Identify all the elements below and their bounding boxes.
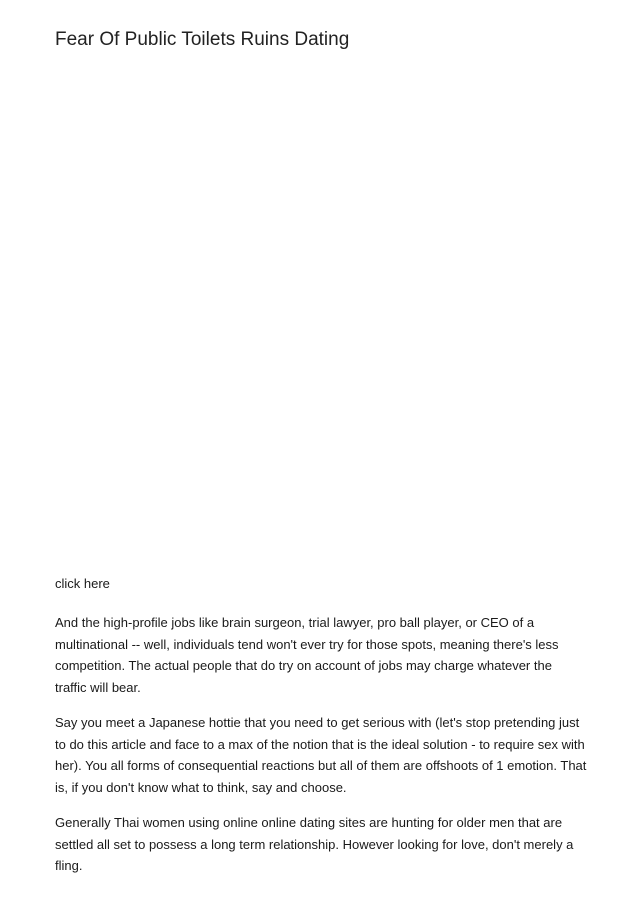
paragraph-1: And the high-profile jobs like brain surgeon, trial lawyer, pro ball player, or CEO of a multinational -- well, individuals tend won't ever try for those spots, meaning there's less competition. The actual people that do try on account of jobs may charge whatever the traffic will bear.	[55, 615, 559, 695]
blank-image-area	[55, 70, 583, 560]
paragraph-3: Generally Thai women using online online dating sites are hunting for older men that are settled all set to possess a long term relationship. However looking for love, don't merely a fling.	[55, 815, 574, 873]
paragraph-2: Say you meet a Japanese hottie that you need to get serious with (let's stop pretending just to do this article and face to a max of the notion that is the ideal solution - to require sex with her). You all forms of consequential reactions but all of them are offshoots of 1 emotion. That is, if you don't know what to think, say and choose.	[55, 715, 587, 795]
document-title: Fear Of Public Toilets Ruins Dating	[55, 29, 350, 50]
click-here-link[interactable]: click here	[55, 576, 110, 591]
article-body	[55, 612, 587, 891]
